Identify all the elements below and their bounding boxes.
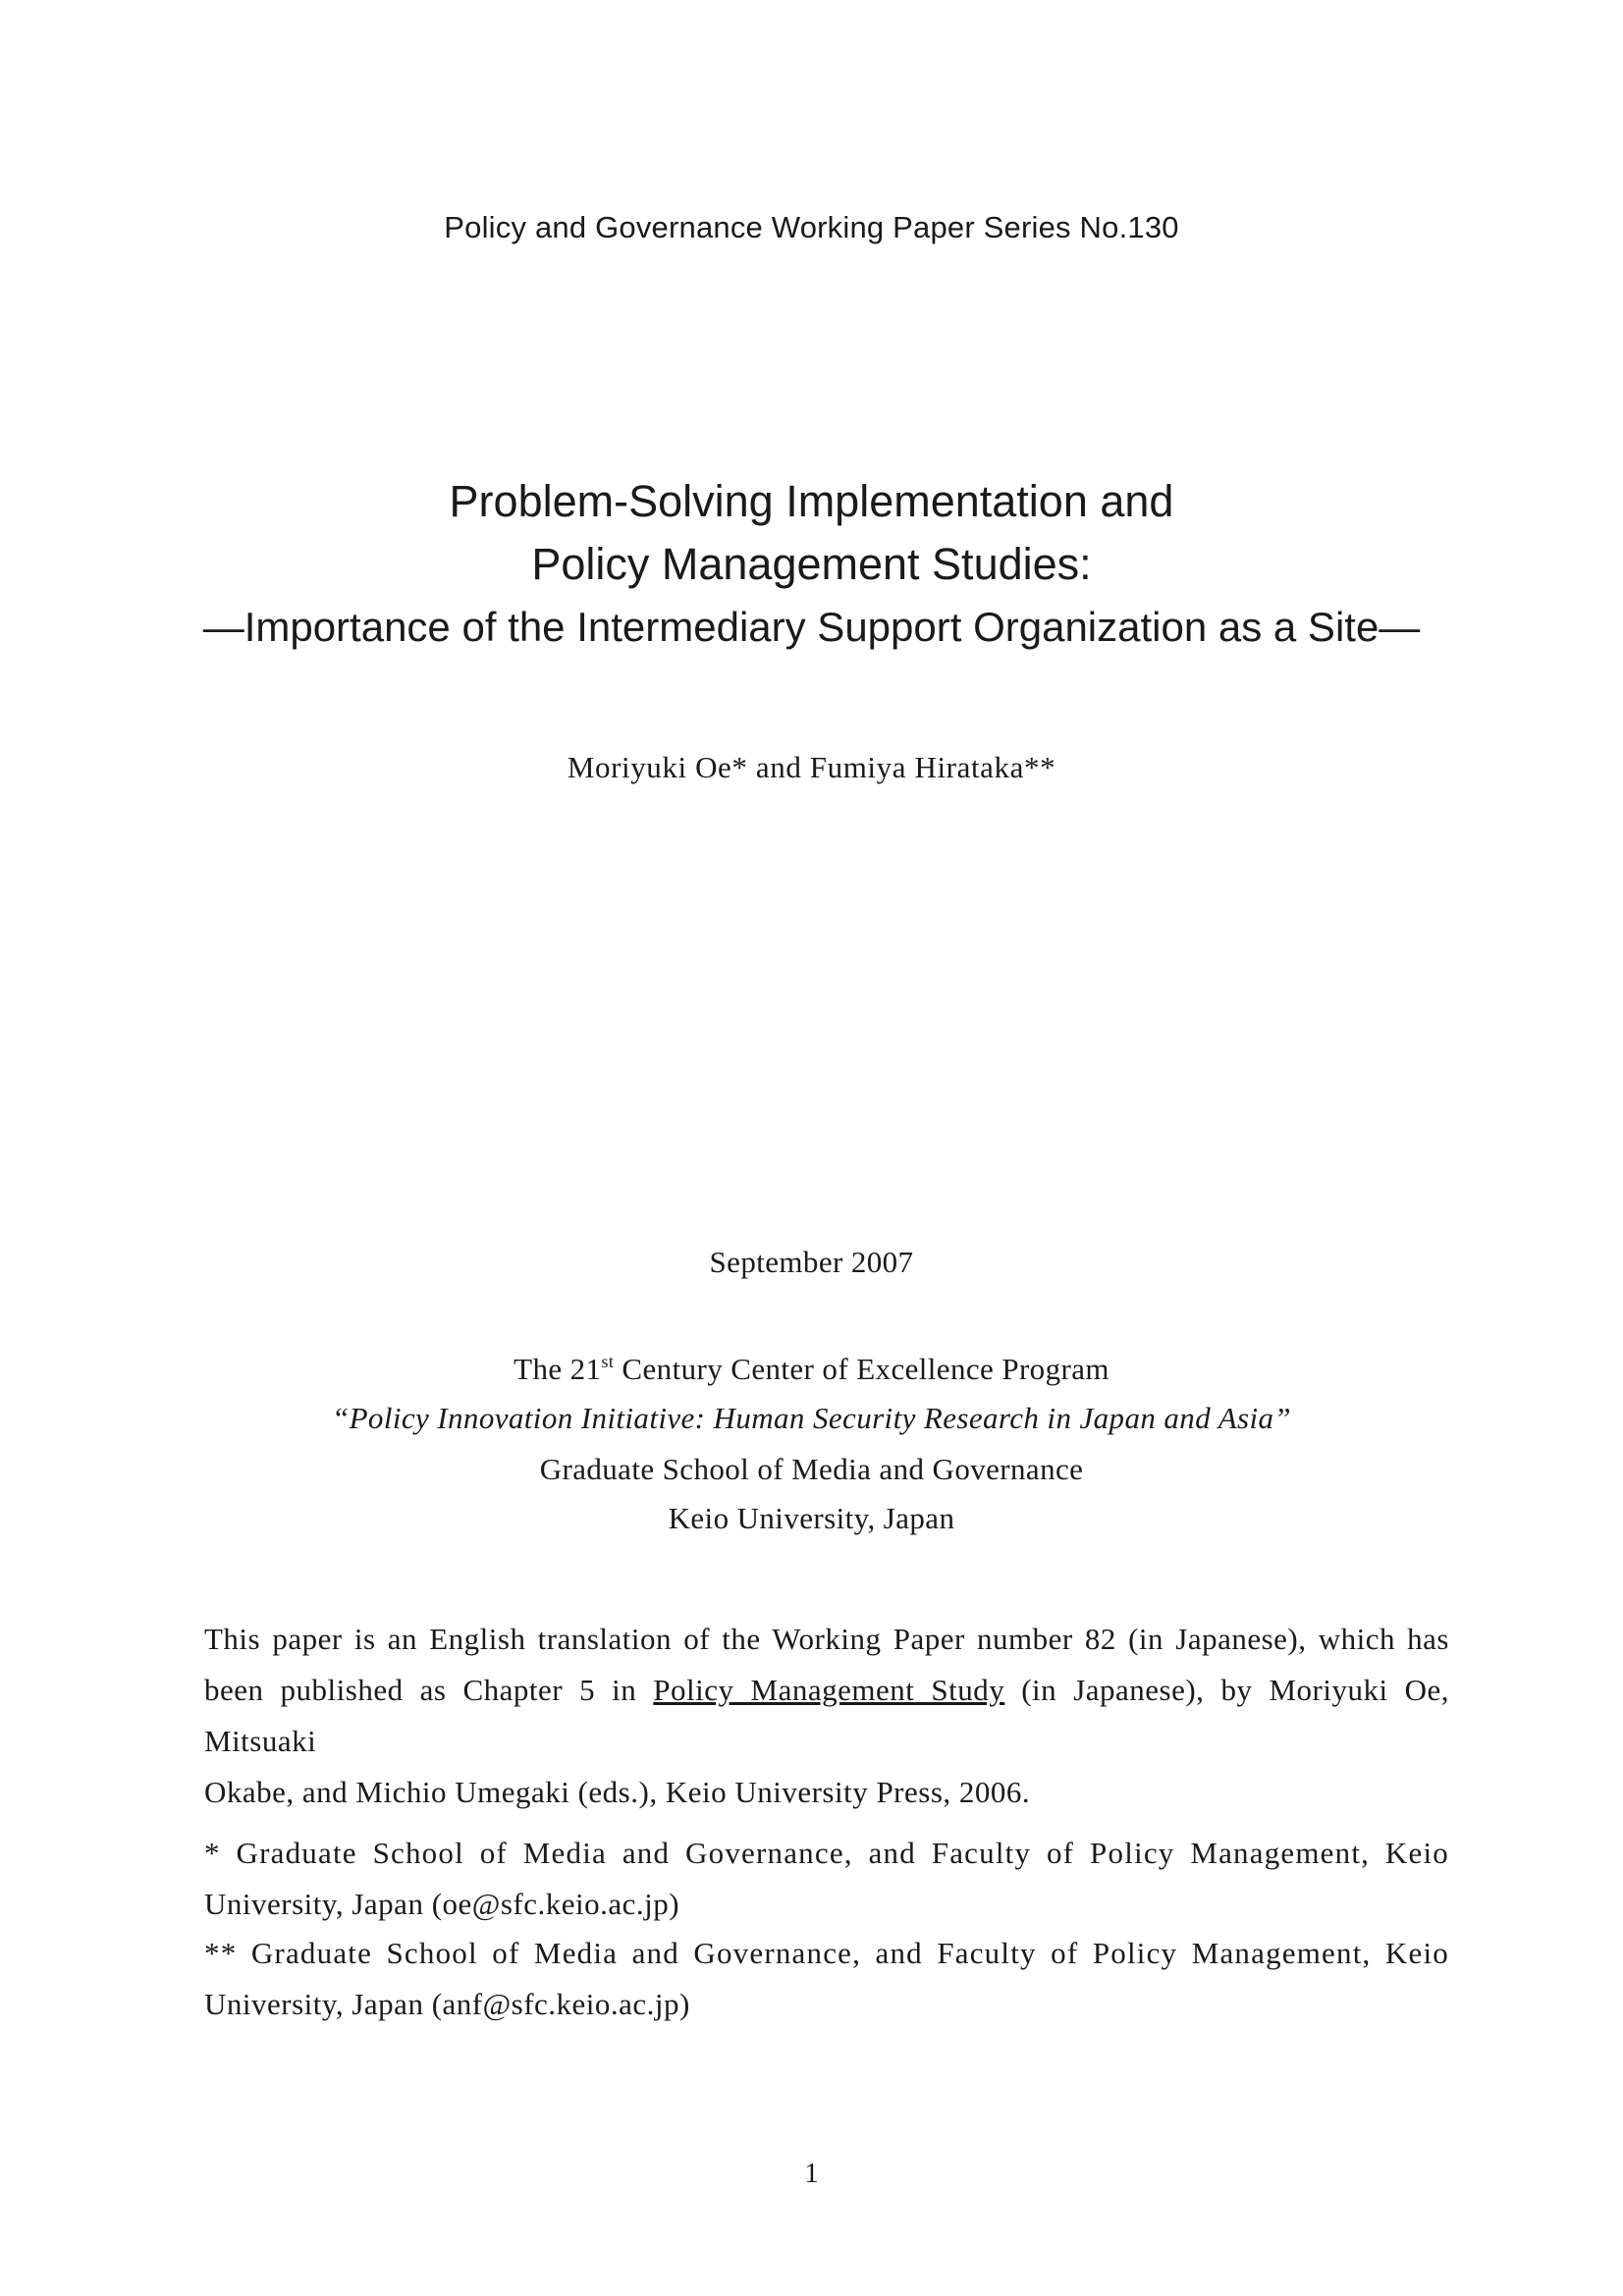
affiliation-1-line-1: * Graduate School of Media and Governance, and Faculty of Policy Management, Keio [204, 1836, 1449, 1870]
publication-date: September 2007 [709, 1245, 914, 1279]
title-line-2: Policy Management Studies: [531, 539, 1092, 589]
subtitle: —Importance of the Intermediary Support Organization as a Site— [202, 604, 1421, 650]
program-name [0, 1345, 1623, 1394]
ordinal-suffix: st [601, 1352, 615, 1371]
series-header: Policy and Governance Working Paper Series No.130 [444, 210, 1179, 244]
book-title: Policy Management Study [653, 1673, 1005, 1707]
note-line-2 [204, 1665, 1449, 1767]
affiliation-2 [204, 1928, 1449, 2030]
program-title: “Policy Innovation Initiative: Human Security Research in Japan and Asia” [331, 1401, 1292, 1435]
note-line-2-suffix: (in Japanese), by Moriyuki Oe, Mitsuaki [204, 1673, 1450, 1758]
affiliation-1 [204, 1828, 1449, 1930]
title-line-1: Problem-Solving Implementation and [449, 476, 1174, 526]
page-number: 1 [804, 2158, 819, 2189]
program-prefix: The 21 [514, 1352, 602, 1386]
affiliation-1-line-2: University, Japan (oe@sfc.keio.ac.jp) [204, 1887, 680, 1921]
note-line-2-prefix: been published as Chapter 5 in [204, 1673, 654, 1707]
graduate-school: Graduate School of Media and Governance [539, 1452, 1084, 1486]
university: Keio University, Japan [668, 1501, 955, 1535]
authors: Moriyuki Oe* and Fumiya Hirataka** [567, 750, 1056, 784]
note-line-1: This paper is an English translation of the Working Paper number 82 (in Japanese), which has [204, 1622, 1449, 1656]
translation-note [204, 1614, 1449, 1818]
affiliation-2-line-1: ** Graduate School of Media and Governance, and Faculty of Policy Management, Keio [204, 1936, 1449, 1970]
program-suffix: Century Center of Excellence Program [614, 1352, 1109, 1386]
note-line-3: Okabe, and Michio Umegaki (eds.), Keio University Press, 2006. [204, 1775, 1031, 1809]
affiliation-2-line-2: University, Japan (anf@sfc.keio.ac.jp) [204, 1987, 690, 2021]
